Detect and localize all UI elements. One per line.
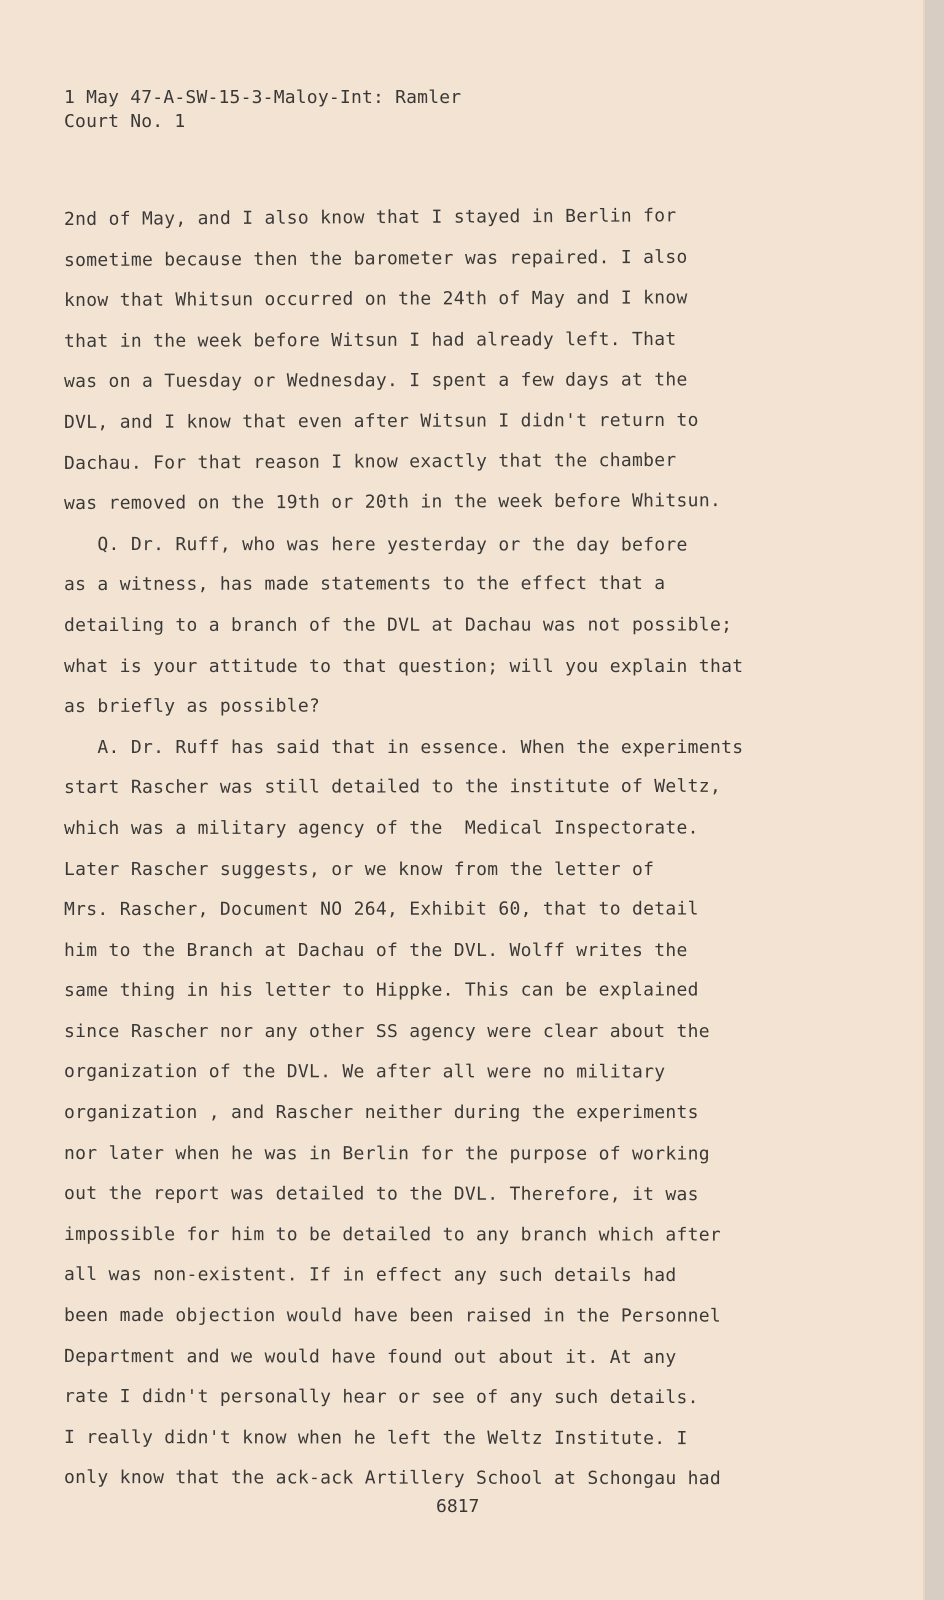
transcript-body <box>64 200 804 1499</box>
header-reference: 1 May 47-A-SW-15-3-Maloy-Int: Ramler <box>64 87 462 108</box>
transcript-line: organization , and Rascher neither during the experiments <box>64 1102 699 1124</box>
page-number: 6817 <box>436 1496 480 1517</box>
transcript-line: know that Whitsun occurred on the 24th of May and I know <box>63 287 688 312</box>
transcript-line: Dachau. For that reason I know exactly that the chamber <box>63 449 677 474</box>
transcript-line: nor later when he was in Berlin for the purpose of working <box>63 1142 710 1165</box>
transcript-line: him to the Branch at Dachau of the DVL. Wolff writes the <box>64 939 688 961</box>
transcript-line: since Rascher nor any other SS agency were clear about the <box>64 1020 710 1042</box>
transcript-line: Department and we would have found out about it. At any <box>63 1345 677 1368</box>
document-header <box>64 86 461 134</box>
transcript-line: I really didn't know when he left the Weltz Institute. I <box>63 1426 688 1449</box>
page-edge <box>925 0 944 1600</box>
transcript-line: only know that the ack-ack Artillery School at Schongau had <box>63 1467 722 1490</box>
transcript-line: Mrs. Rascher, Document NO 264, Exhibit 60, that to detail <box>63 898 699 921</box>
transcript-line: was removed on the 19th or 20th in the week before Whitsun. <box>63 490 722 515</box>
transcript-line: which was a military agency of the Medical Inspectorate. <box>63 817 699 839</box>
transcript-line: all was non-existent. If in effect any such details had <box>63 1264 677 1287</box>
transcript-line: sometime because then the barometer was repaired. I also <box>63 246 688 271</box>
transcript-line: as a witness, has made statements to the effect that a <box>63 573 666 596</box>
transcript-line: start Rascher was still detailed to the institute of Weltz, <box>63 776 722 799</box>
transcript-line: DVL, and I know that even after Witsun I didn't return to <box>63 409 699 433</box>
transcript-line: A. Dr. Ruff has said that in essence. When the experiments <box>64 736 744 758</box>
transcript-line: detailing to a branch of the DVL at Dachau was not possible; <box>63 614 733 636</box>
transcript-line: been made objection would have been raised in the Personnel <box>63 1305 722 1327</box>
header-court: Court No. 1 <box>64 111 186 132</box>
transcript-line: that in the week before Witsun I had already left. That <box>63 328 677 352</box>
transcript-line: what is your attitude to that question; will you explain that <box>64 655 744 677</box>
transcript-line: organization of the DVL. We after all were no military <box>63 1061 666 1083</box>
transcript-line: out the report was detailed to the DVL. Therefore, it was <box>63 1183 699 1206</box>
transcript-line: Later Rascher suggests, or we know from the letter of <box>64 858 655 880</box>
transcript-line: same thing in his letter to Hippke. This can be explained <box>63 979 699 1002</box>
transcript-line: was on a Tuesday or Wednesday. I spent a few days at the <box>63 369 688 393</box>
transcript-line: Q. Dr. Ruff, who was here yesterday or the day before <box>63 533 688 556</box>
transcript-line: as briefly as possible? <box>63 695 321 718</box>
transcript-line: 2nd of May, and I also know that I stayed in Berlin for <box>63 205 677 230</box>
transcript-line: impossible for him to be detailed to any branch which after <box>63 1223 722 1246</box>
transcript-line: rate I didn't personally hear or see of any such details. <box>63 1386 699 1409</box>
